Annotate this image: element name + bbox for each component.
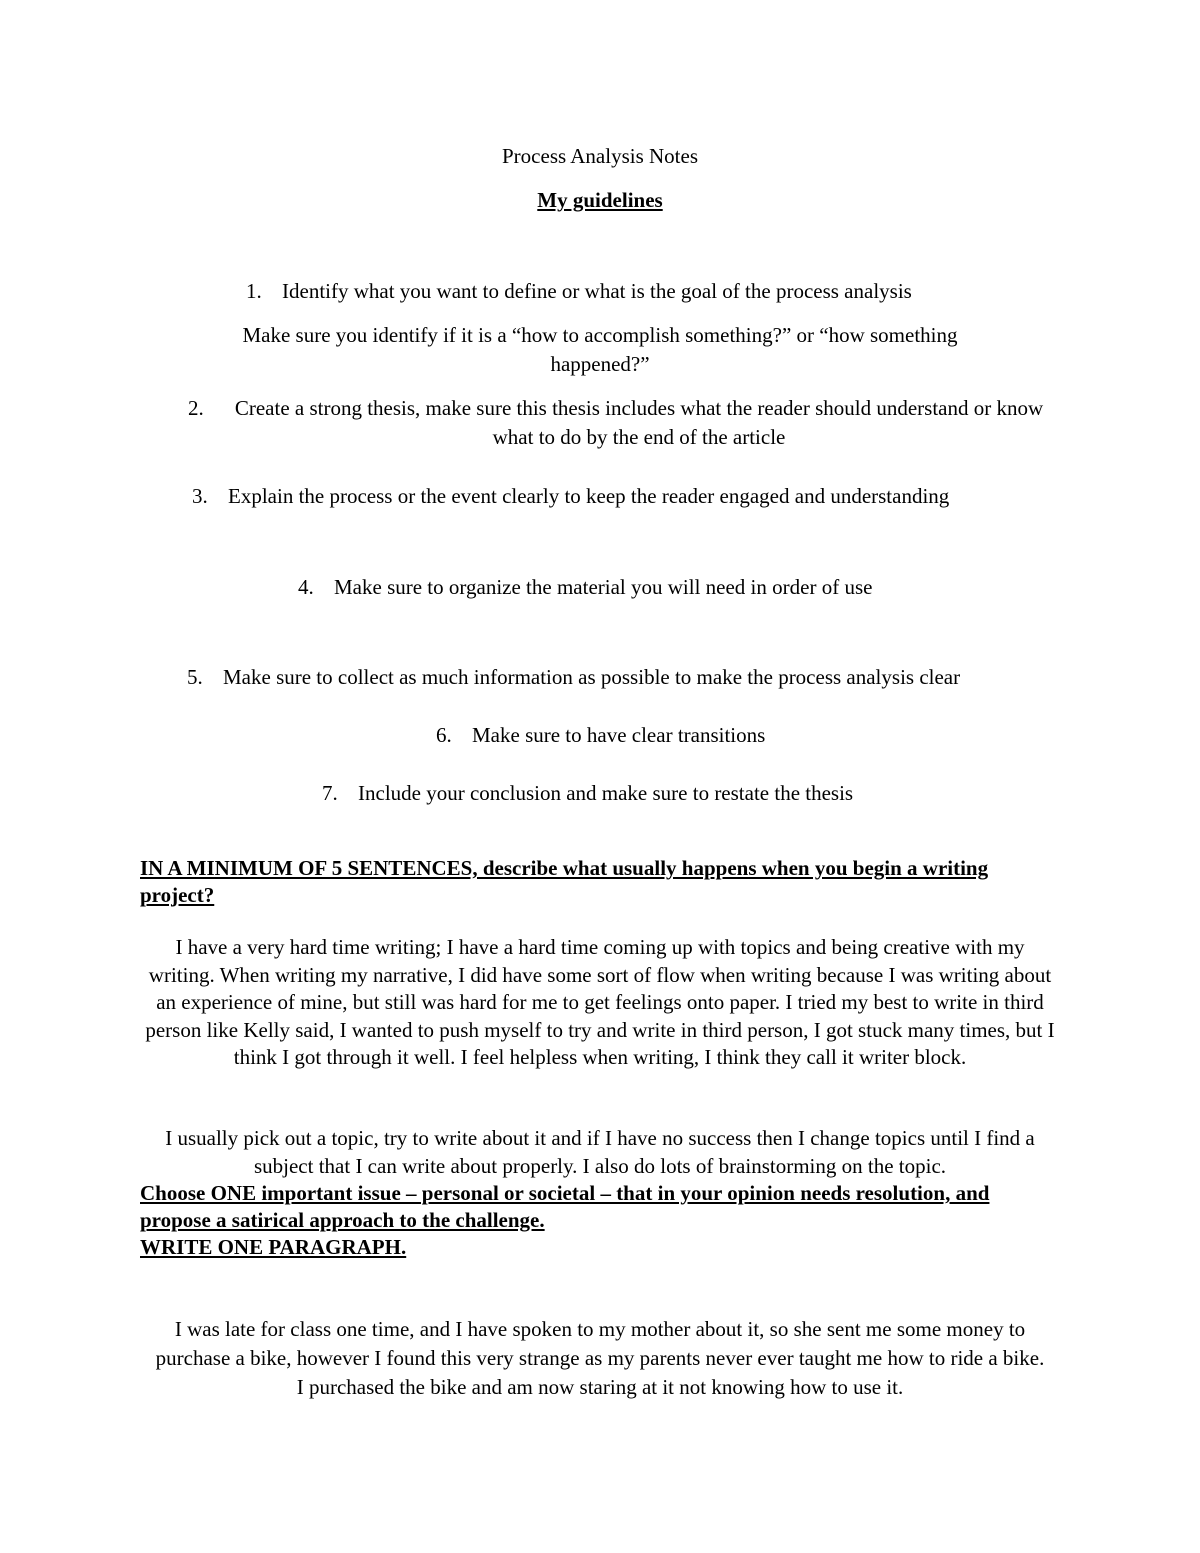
guideline-number: 7.: [322, 781, 338, 805]
guideline-text: Make sure to collect as much information as possible to make the process analysis clear: [223, 665, 961, 689]
guideline-item-1: [246, 277, 912, 305]
guideline-text: Make sure to have clear transitions: [472, 723, 766, 747]
guideline-number: 6.: [436, 723, 452, 747]
writing-project-prompt: IN A MINIMUM OF 5 SENTENCES, describe what usually happens when you begin a writing project?: [140, 856, 989, 907]
guideline-item-4: [298, 573, 872, 601]
guideline-item-6: [436, 721, 765, 749]
guidelines-heading: My guidelines: [537, 188, 663, 212]
guideline-number: 3.: [192, 484, 208, 508]
guideline-number: 5.: [187, 665, 203, 689]
guideline-text: Include your conclusion and make sure to restate the thesis: [358, 781, 854, 805]
guideline-text: Identify what you want to define or what is the goal of the process analysis: [282, 279, 912, 303]
guideline-text: Make sure to organize the material you will need in order of use: [334, 575, 873, 599]
guideline-item-7: [322, 779, 853, 807]
document-title: Process Analysis Notes: [502, 144, 698, 168]
guideline-number: 2.: [188, 396, 204, 420]
guideline-number: 4.: [298, 575, 314, 599]
writing-project-answer-paragraph-2: I usually pick out a topic, try to write about it and if I have no success then I change topics until I find a subject that I can write about properly. I also do lots of brainstorming on the topic.: [165, 1126, 1035, 1178]
guideline-item-3: [192, 482, 949, 510]
guideline-item-2: [188, 394, 1058, 452]
guideline-item-5: [187, 663, 960, 691]
satire-answer-paragraph: I was late for class one time, and I have spoken to my mother about it, so she sent me some money to purchase a bike, however I found this very strange as my parents never ever taught me how to ride a bike. I purchased the bike and am now staring at it not knowing how to use it.: [155, 1317, 1045, 1399]
guideline-number: 1.: [246, 279, 262, 303]
guideline-text: Create a strong thesis, make sure this thesis includes what the reader should understand or know what to do by the end of the article: [234, 396, 1044, 449]
writing-project-answer-paragraph-1: I have a very hard time writing; I have a hard time coming up with topics and being creative with my writing. When writing my narrative, I did have some sort of flow when writing because I was writing about an experience of mine, but still was hard for me to get feelings onto paper. I tried my best to write in third person like Kelly said, I wanted to push myself to try and write in third person, I got stuck many times, but I think I got through it well. I feel helpless when writing, I think they call it writer block.: [145, 935, 1055, 1069]
guideline-note: Make sure you identify if it is a “how to accomplish something?” or “how something happened?”: [242, 323, 958, 376]
guideline-text: Explain the process or the event clearly to keep the reader engaged and understanding: [228, 484, 950, 508]
satire-prompt: Choose ONE important issue – personal or societal – that in your opinion needs resolution, and propose a satirical approach to the challenge.: [140, 1181, 990, 1232]
satire-instruction: WRITE ONE PARAGRAPH.: [140, 1235, 407, 1259]
